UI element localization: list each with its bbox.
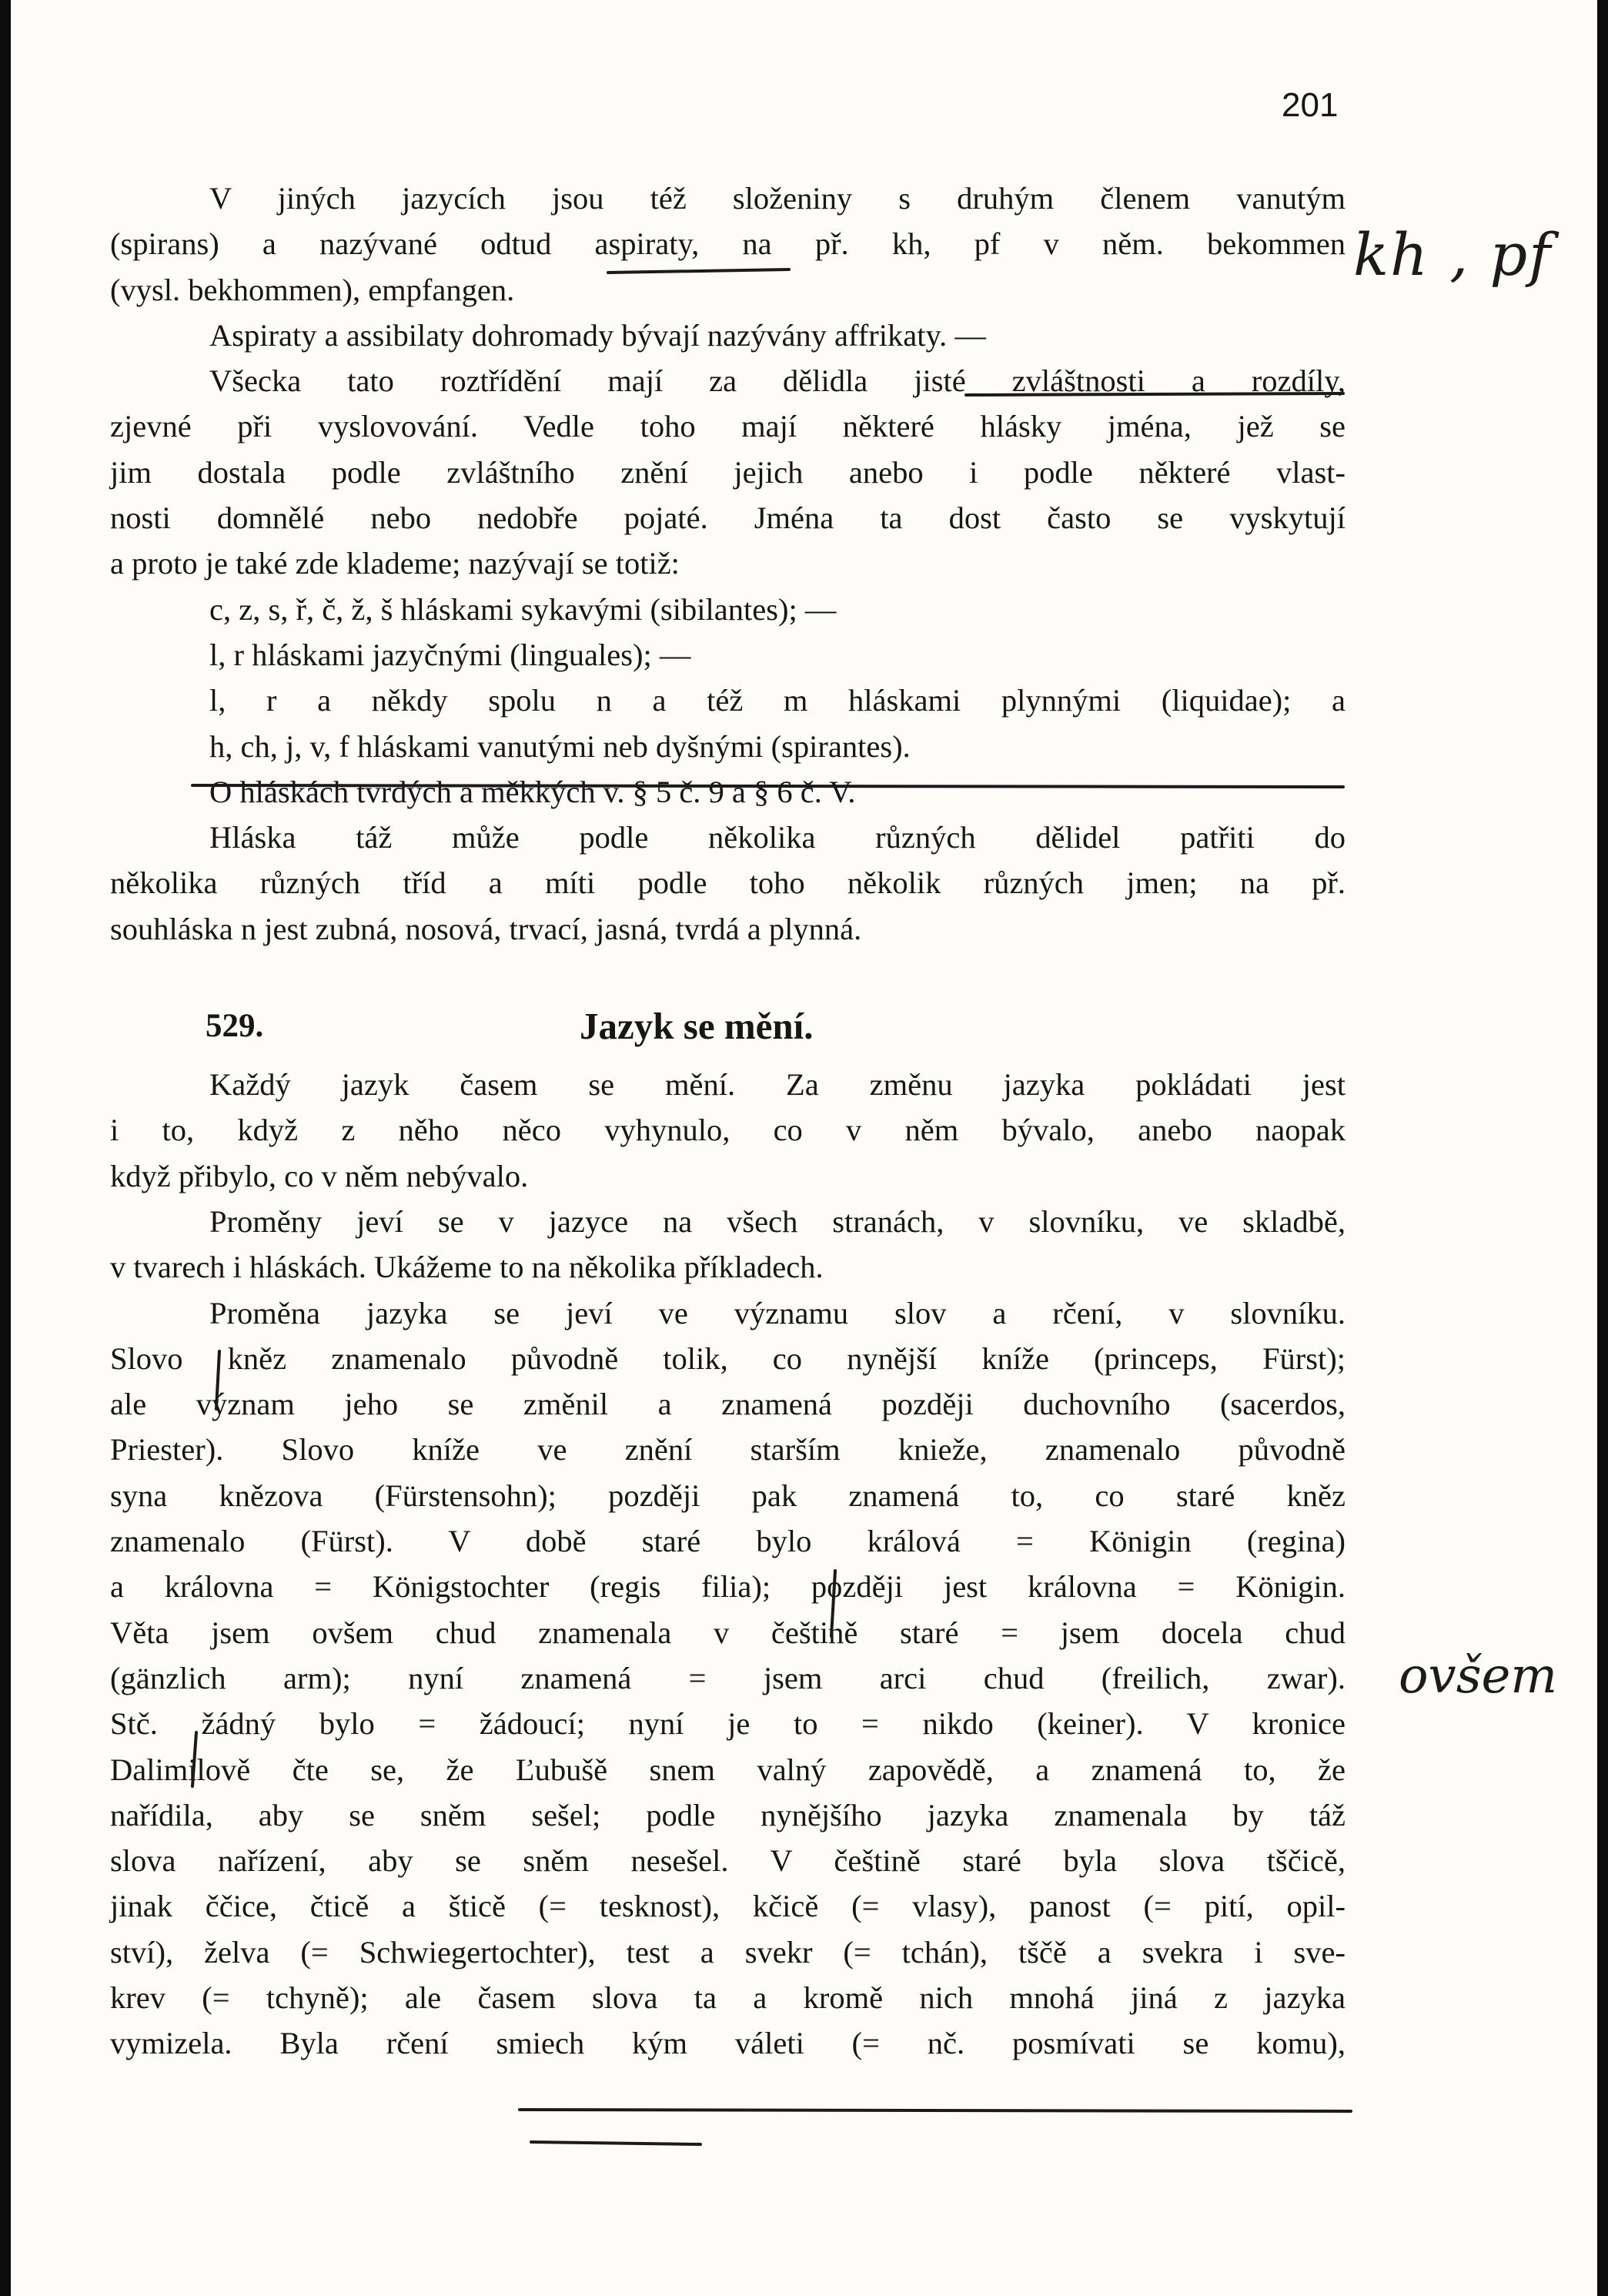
- text-line: Každý jazyk časem se mění. Za změnu jazyka pokládati jest: [209, 1067, 1346, 1103]
- text-line: když přibylo, co v něm nebývalo.: [110, 1158, 529, 1193]
- text-line: c, z, s, ř, č, ž, š hláskami sykavými (sibilantes); —: [209, 591, 837, 627]
- text-line: slova nařízení, aby se sněm nesešel. V češtině staré byla slova tščicě,: [110, 1843, 1346, 1879]
- text-line: (gänzlich arm); nyní znamená = jsem arci chud (freilich, zwar).: [110, 1660, 1346, 1695]
- text-line: ale význam jeho se změnil a znamená později duchovního (sacerdos,: [110, 1387, 1346, 1422]
- text-line: Slovo kněz znamenalo původně tolik, co nynější kníže (princeps, Fürst);: [110, 1340, 1346, 1376]
- text-line: jinak ččice, čticě a šticě (= tesknost), kčicě (= vlasy), panost (= pití, opil-: [110, 1889, 1346, 1924]
- text-line: nařídila, aby se sněm sešel; podle nynějšího jazyka znamenala by táž: [110, 1797, 1346, 1832]
- underline-spirantes: [192, 785, 1343, 787]
- text-line: Dalimilově čte se, že Ľubušě snem valný zapovědě, a znamená to, že: [110, 1752, 1346, 1787]
- text-line: Všecka tato roztřídění mají za dělidla jisté zvláštnosti a rozdíly,: [209, 363, 1346, 399]
- text-line: nosti domnělé nebo nedobře pojaté. Jména ta dost často se vyskytují: [110, 500, 1346, 536]
- text-line: l, r hláskami jazyčnými (linguales); —: [209, 637, 691, 672]
- text-line: Hláska táž může podle několika různých dělidel patřiti do: [209, 820, 1346, 855]
- text-line: krev (= tchyně); ale časem slova ta a kromě nich mnohá jiná z jazyka: [110, 1980, 1346, 2015]
- text-line: zjevné při vyslovování. Vedle toho mají některé hlásky jména, jež se: [110, 409, 1346, 444]
- text-line: Priester). Slovo kníže ve znění starším knieže, znamenalo původně: [110, 1432, 1346, 1468]
- text-line: V jiných jazycích jsou též složeniny s druhým členem vanutým: [209, 181, 1346, 216]
- text-line: několika různých tříd a míti podle toho několik různých jmen; na př.: [110, 865, 1346, 901]
- section-number: 529.: [206, 1008, 264, 1045]
- text-line: v tvarech i hláskách. Ukážeme to na několika příkladech.: [110, 1250, 824, 1285]
- underline-smiech: [520, 2110, 1351, 2111]
- text-line: i to, když z něho něco vyhynulo, co v něm bývalo, anebo naopak: [110, 1113, 1346, 1148]
- text-line: znamenalo (Fürst). V době staré bylo králová = Königin (regina): [110, 1524, 1346, 1559]
- text-line: (vysl. bekhommen), empfangen.: [110, 272, 515, 307]
- text-line: Proměny jeví se v jazyce na všech stranách, v slovníku, ve skladbě,: [209, 1203, 1346, 1239]
- handwritten-margin-note-kh-pf: kh , pf: [1353, 220, 1553, 289]
- section-title: Jazyk se mění.: [580, 1005, 814, 1048]
- bracket-kralova: [831, 1571, 835, 1636]
- text-line: Věta jsem ovšem chud znamenala v češtině staré = jsem docela chud: [110, 1615, 1346, 1650]
- text-line: ství), želva (= Schwiegertochter), test a svekr (= tchán), tščě a svekra i sve-: [110, 1934, 1346, 1970]
- text-line: a proto je také zde klademe; nazývají se totiž:: [110, 546, 680, 581]
- text-line: Aspiraty a assibilaty dohromady bývají nazývány affrikaty. —: [209, 317, 986, 353]
- text-line: jim dostala podle zvláštního znění jejich anebo i podle některé vlast-: [110, 454, 1346, 490]
- text-line: Stč. žádný bylo = žádoucí; nyní je to = nikdo (keiner). V kronice: [110, 1706, 1346, 1742]
- page-number: 201: [1282, 86, 1339, 124]
- text-line: a královna = Königstochter (regis filia); později jest královna = Königin.: [110, 1569, 1346, 1605]
- text-line: l, r a někdy spolu n a též m hláskami plynnými (liquidae); a: [209, 683, 1346, 718]
- text-line: souhláska n jest zubná, nosová, trvací, jasná, tvrdá a plynná.: [110, 911, 862, 946]
- text-line: syna knězova (Fürstensohn); později pak znamená to, co staré kněz: [110, 1478, 1346, 1513]
- bracket-kneze: [216, 1351, 219, 1409]
- text-line: (spirans) a nazývané odtud aspiraty, na př. kh, pf v něm. bekommen: [110, 226, 1346, 262]
- text-line: O hláskách tvrdých a měkkých v. § 5 č. 9 a § 6 č. V.: [209, 774, 856, 809]
- underline-aspiraty: [608, 269, 789, 273]
- underline-affrikaty: [966, 393, 1343, 395]
- text-line: Proměna jazyka se jeví ve významu slov a rčení, v slovníku.: [209, 1295, 1346, 1330]
- text-line: h, ch, j, v, f hláskami vanutými neb dyšnými (spirantes).: [209, 728, 911, 764]
- bracket-zadny: [192, 1732, 196, 1786]
- handwritten-margin-note-ovsem: ovšem: [1399, 1648, 1558, 1705]
- text-line: vymizela. Byla rčení smiech kým váleti (= nč. posmívati se komu),: [110, 2026, 1346, 2061]
- underline-small: [531, 2142, 700, 2144]
